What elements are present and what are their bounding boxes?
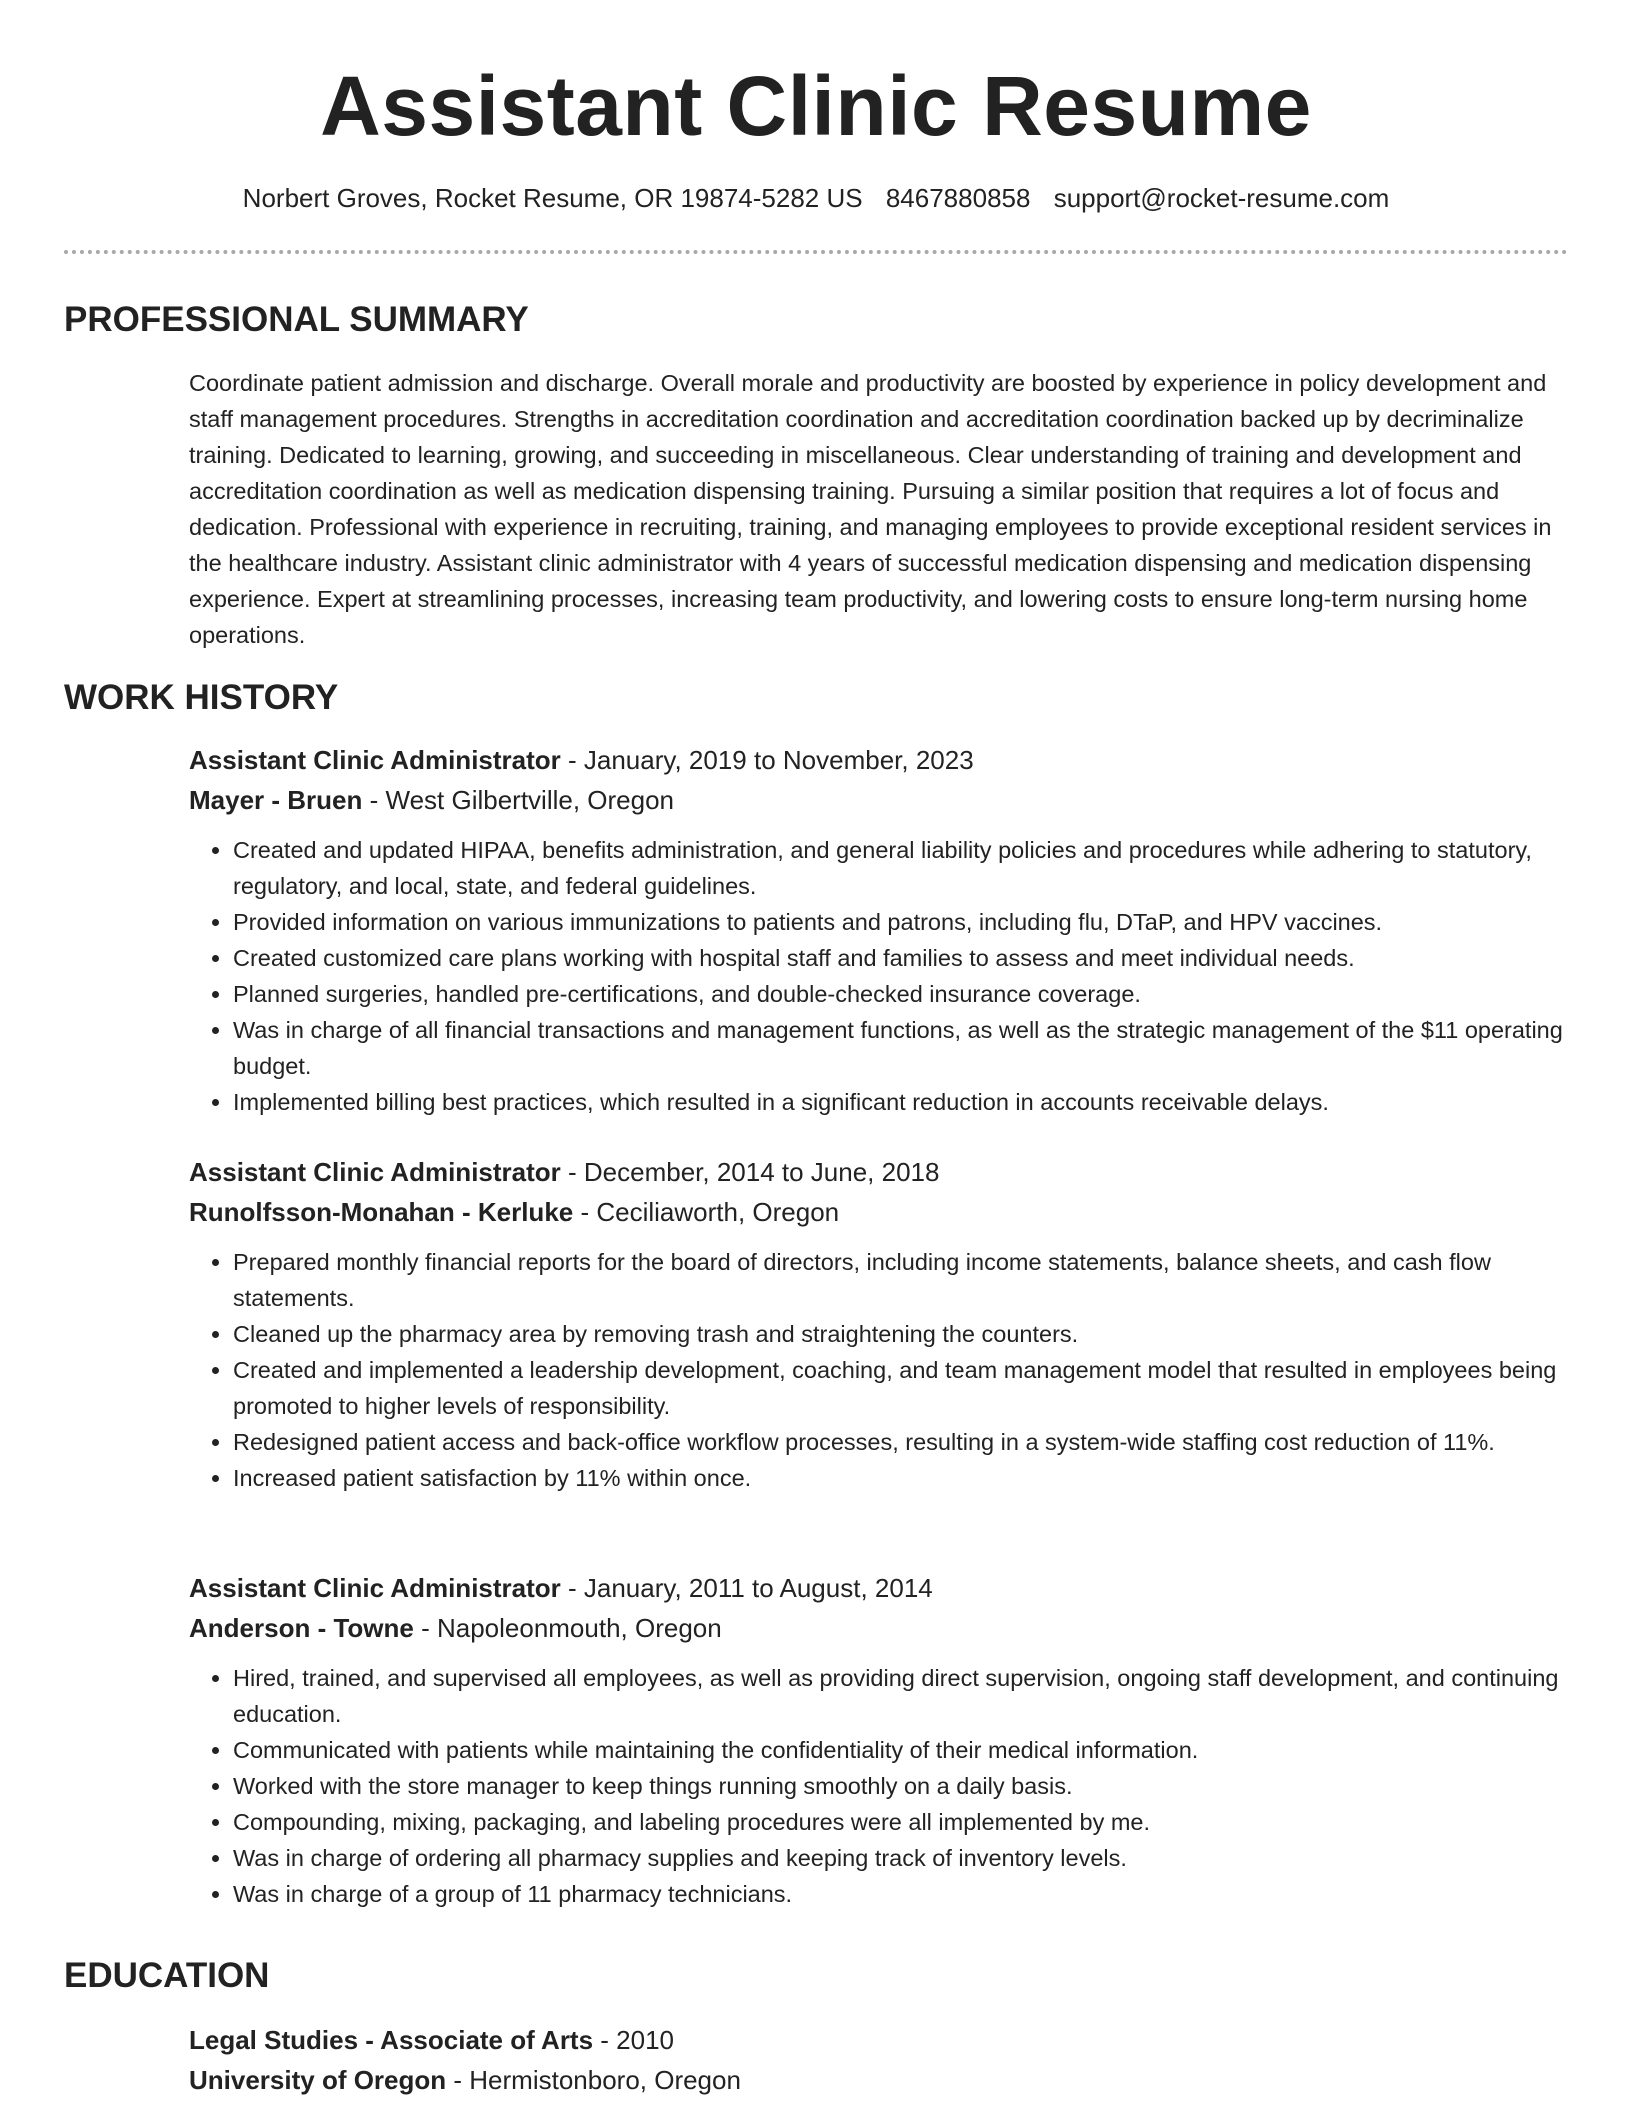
- summary-heading: PROFESSIONAL SUMMARY: [64, 300, 529, 339]
- job-bullet: • Redesigned patient access and back-office workflow processes, resulting in a system-wide staffing cost reduction of 11%.: [233, 1424, 1569, 1460]
- job-location: - Ceciliaworth, Oregon: [573, 1197, 840, 1227]
- job-dates: - January, 2019 to November, 2023: [560, 745, 974, 775]
- job-bullet: • Prepared monthly financial reports for the board of directors, including income statements, balance sheets, and cash flow statements.: [233, 1244, 1569, 1316]
- job-entry: [189, 740, 1569, 1120]
- job-bullet: • Communicated with patients while maintaining the confidentiality of their medical information.: [233, 1732, 1569, 1768]
- job-dates: - January, 2011 to August, 2014: [560, 1573, 933, 1603]
- contact-phone: 8467880858: [885, 183, 1031, 213]
- job-bullet: • Was in charge of ordering all pharmacy supplies and keeping track of inventory levels.: [233, 1840, 1569, 1876]
- education-degree: Legal Studies - Associate of Arts: [189, 2025, 594, 2055]
- job-bullet: • Was in charge of a group of 11 pharmacy technicians.: [233, 1876, 1569, 1912]
- education-location: - Hermistonboro, Oregon: [446, 2065, 741, 2095]
- education-school: University of Oregon: [189, 2065, 447, 2095]
- job-bullet: • Created and implemented a leadership development, coaching, and team management model that resulted in employees being promoted to higher levels of responsibility.: [233, 1352, 1569, 1424]
- job-company: Runolfsson-Monahan - Kerluke: [189, 1197, 574, 1227]
- job-title-line: [189, 1152, 1569, 1192]
- contact-email: support@rocket-resume.com: [1053, 183, 1390, 213]
- header-divider: [64, 250, 1568, 254]
- job-title: Assistant Clinic Administrator: [189, 745, 561, 775]
- job-location: - Napoleonmouth, Oregon: [413, 1613, 722, 1643]
- job-company-line: [189, 1608, 1569, 1648]
- job-location: - West Gilbertville, Oregon: [362, 785, 675, 815]
- contact-address: Norbert Groves, Rocket Resume, OR 19874-5282 US: [242, 183, 863, 213]
- job-company-line: [189, 780, 1569, 820]
- job-company: Mayer - Bruen: [189, 785, 363, 815]
- education-year: - 2010: [593, 2025, 675, 2055]
- job-bullets: [189, 832, 1569, 1120]
- contact-line: [0, 180, 1632, 216]
- job-title: Assistant Clinic Administrator: [189, 1573, 561, 1603]
- job-bullet: • Increased patient satisfaction by 11% within once.: [233, 1460, 1569, 1496]
- job-bullets: [189, 1660, 1569, 1912]
- job-dates: - December, 2014 to June, 2018: [560, 1157, 940, 1187]
- work-history-heading: WORK HISTORY: [64, 678, 339, 717]
- job-bullet: • Cleaned up the pharmacy area by removing trash and straightening the counters.: [233, 1316, 1569, 1352]
- job-bullet: • Provided information on various immunizations to patients and patrons, including flu, DTaP, and HPV vaccines.: [233, 904, 1569, 940]
- education-school-line: [189, 2060, 1569, 2100]
- job-title-line: [189, 740, 1569, 780]
- job-title-line: [189, 1568, 1569, 1608]
- job-entry: [189, 1152, 1569, 1496]
- summary-text: Coordinate patient admission and discharge. Overall morale and productivity are boosted by experience in policy development and staff management procedures. Strengths in accreditation coordination and accreditation coordination backed up by decriminalize training. Dedicated to learning, growing, and succeeding in miscellaneous. Clear understanding of training and development and accreditation coordination as well as medication dispensing training. Pursuing a similar position that requires a lot of focus and dedication. Professional with experience in recruiting, training, and managing employees to provide exceptional resident services in the healthcare industry. Assistant clinic administrator with 4 years of successful medication dispensing and medication dispensing experience. Expert at streamlining processes, increasing team productivity, and lowering costs to ensure long-term nursing home operations.: [189, 370, 1552, 648]
- job-company: Anderson - Towne: [189, 1613, 414, 1643]
- job-entry: [189, 1568, 1569, 1912]
- job-bullets: [189, 1244, 1569, 1496]
- resume-title: Assistant Clinic Resume: [320, 59, 1312, 153]
- job-bullet: • Compounding, mixing, packaging, and labeling procedures were all implemented by me.: [233, 1804, 1569, 1840]
- job-company-line: [189, 1192, 1569, 1232]
- job-bullet: • Created customized care plans working with hospital staff and families to assess and meet individual needs.: [233, 940, 1569, 976]
- job-bullet: • Created and updated HIPAA, benefits administration, and general liability policies and procedures while adhering to statutory, regulatory, and local, state, and federal guidelines.: [233, 832, 1569, 904]
- job-bullet: • Implemented billing best practices, which resulted in a significant reduction in accounts receivable delays.: [233, 1084, 1569, 1120]
- job-bullet: • Planned surgeries, handled pre-certifications, and double-checked insurance coverage.: [233, 976, 1569, 1012]
- education-entry: [189, 2020, 1569, 2100]
- education-degree-line: [189, 2020, 1569, 2060]
- job-bullet: • Was in charge of all financial transactions and management functions, as well as the strategic management of the $11 operating budget.: [233, 1012, 1569, 1084]
- job-title: Assistant Clinic Administrator: [189, 1157, 561, 1187]
- job-bullet: • Worked with the store manager to keep things running smoothly on a daily basis.: [233, 1768, 1569, 1804]
- education-heading: EDUCATION: [64, 1956, 270, 1995]
- job-bullet: • Hired, trained, and supervised all employees, as well as providing direct supervision, ongoing staff development, and continuing education.: [233, 1660, 1569, 1732]
